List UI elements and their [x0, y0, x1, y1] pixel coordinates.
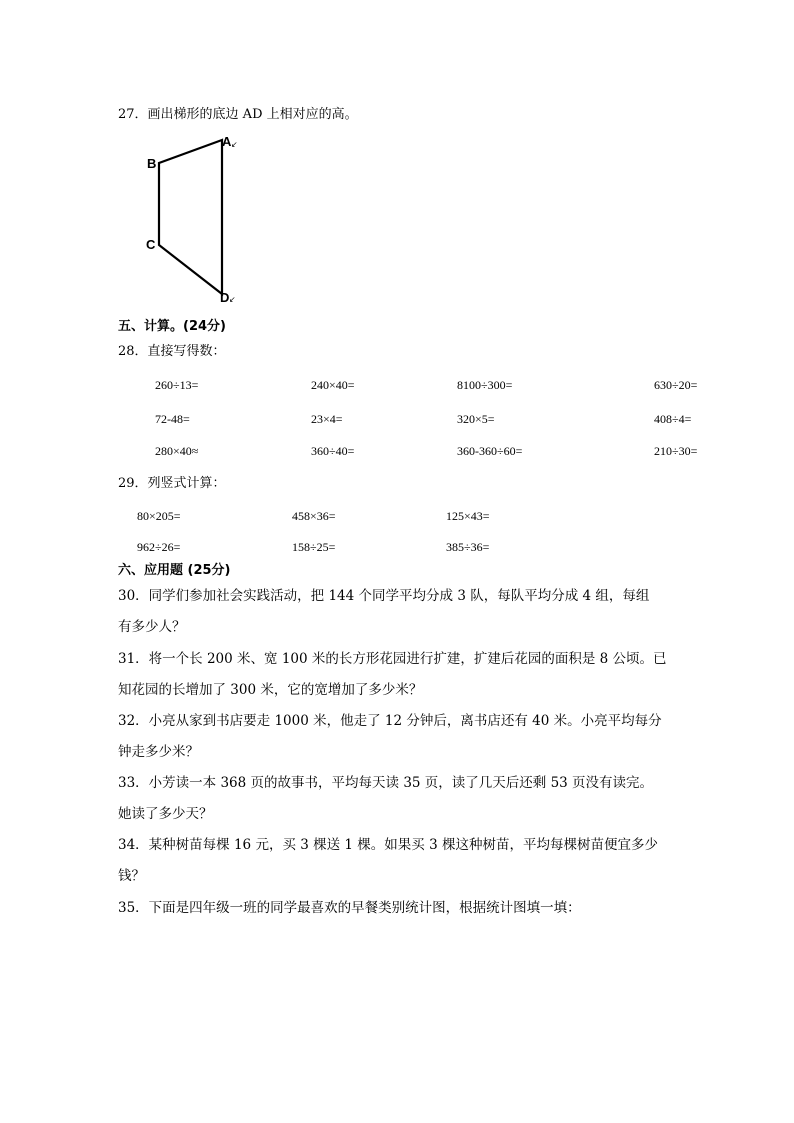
- q28-item: 630÷20=: [654, 378, 698, 392]
- label-d-mark: ↙: [229, 295, 236, 304]
- q28-item: 320×5=: [457, 412, 495, 426]
- q35-text: 35．下面是四年级一班的同学最喜欢的早餐类别统计图，根据统计图填一填：: [118, 900, 581, 916]
- q31-line2: 知花园的长增加了 300 米，它的宽增加了多少米？: [118, 682, 423, 698]
- label-a: A: [222, 134, 232, 149]
- q34-line1: 34．某种树苗每棵 16 元，买 3 棵送 1 棵。如果买 3 棵这种树苗，平均每棵树苗便宜多少: [118, 837, 658, 853]
- trapezoid-figure: [140, 130, 240, 310]
- q27-text: 27．画出梯形的底边 AD 上相对应的高。: [118, 107, 358, 122]
- label-b: B: [147, 156, 157, 171]
- q31-line1: 31．将一个长 200 米、宽 100 米的长方形花园进行扩建，扩建后花园的面积是 8 公顷。已: [118, 651, 667, 667]
- q30-line1: 30．同学们参加社会实践活动，把 144 个同学平均分成 3 队，每队平均分成 4 组，每组: [118, 588, 650, 604]
- q32-line1: 32．小亮从家到书店要走 1000 米，他走了 12 分钟后，离书店还有 40 米。小亮平均每分: [118, 713, 662, 729]
- q29-item: 80×205=: [137, 509, 181, 523]
- q28-item: 23×4=: [311, 412, 343, 426]
- q28-item: 360-360÷60=: [457, 444, 523, 458]
- q29-item: 962÷26=: [137, 540, 181, 554]
- q28-item: 280×40≈: [155, 444, 199, 458]
- q28-item: 260÷13=: [155, 378, 199, 392]
- q30-line2: 有多少人？: [118, 619, 186, 635]
- q29-item: 125×43=: [446, 509, 490, 523]
- q28-item: 240×40=: [311, 378, 355, 392]
- label-c: C: [146, 237, 156, 252]
- q32-line2: 钟走多少米？: [118, 744, 199, 760]
- q34-line2: 钱？: [118, 868, 145, 884]
- q28-item: 8100÷300=: [457, 378, 513, 392]
- q28-item: 408÷4=: [654, 412, 692, 426]
- q33-line2: 她读了多少天？: [118, 806, 213, 822]
- label-a-mark: ↙: [231, 140, 238, 149]
- q28-item: 360÷40=: [311, 444, 355, 458]
- label-d: D: [220, 290, 230, 305]
- q29-text: 29．列竖式计算：: [118, 476, 226, 491]
- q28-item: 72-48=: [155, 412, 190, 426]
- section6-title: 六、应用题 (25分): [118, 563, 231, 578]
- q33-line1: 33．小芳读一本 368 页的故事书，平均每天读 35 页，读了几天后还剩 53 页没有读完。: [118, 775, 654, 791]
- q29-item: 458×36=: [292, 509, 336, 523]
- section5-title: 五、计算。(24分): [118, 319, 226, 334]
- q28-text: 28．直接写得数：: [118, 344, 226, 359]
- q28-item: 210÷30=: [654, 444, 698, 458]
- trapezoid-shape: [159, 140, 222, 294]
- q29-item: 158÷25=: [292, 540, 336, 554]
- q29-item: 385÷36=: [446, 540, 490, 554]
